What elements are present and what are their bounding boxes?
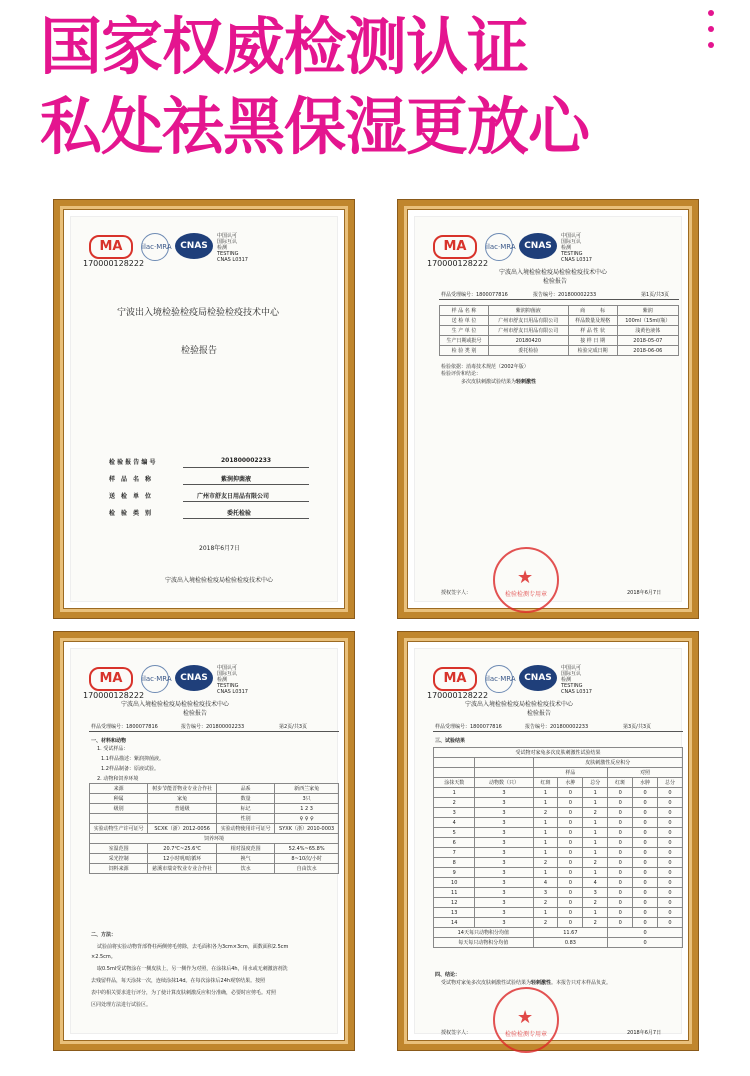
certificate-page-2-frame bbox=[54, 632, 354, 1050]
cert-logos bbox=[425, 231, 665, 268]
certificate-cover bbox=[70, 216, 338, 602]
sample-ref: 样品受理编号：1800077816 bbox=[441, 292, 508, 298]
method-text: 试验前将实验动物背部脊柱两侧剪毛剪除，去毛面积各为3cm×3cm，面数面积2.5cm bbox=[97, 944, 289, 950]
ilac-mra-logo-icon: ilac·MRA bbox=[141, 233, 169, 261]
cnas-logo-icon: CNAS bbox=[519, 233, 557, 259]
ilac-mra-logo-icon: ilac·MRA bbox=[485, 233, 513, 261]
cnas-text: 中国认可 国际互认 检测 TESTING CNAS L0317 bbox=[561, 665, 592, 695]
org-name: 宁波出入境检验检疫局检验检疫技术中心 bbox=[465, 701, 574, 708]
sample-ref: 样品受理编号：1800077816 bbox=[91, 724, 158, 730]
headline-line-2: 私处祛黑保湿更放心 bbox=[40, 90, 590, 163]
table-row: 12 3 2 0 2 0 0 0 bbox=[434, 898, 683, 908]
section-title: 二、方法： bbox=[91, 932, 117, 938]
certificate-page-3 bbox=[414, 648, 682, 1038]
cma-logo-icon: MA bbox=[89, 667, 133, 691]
cnas-text: 中国认可 国际互认 检测 TESTING CNAS L0317 bbox=[217, 665, 248, 695]
list-item: 1. 受试样品： bbox=[97, 746, 129, 752]
field-label: 检 验 报 告 编 号 bbox=[109, 459, 156, 466]
table-row: 7 3 1 0 1 0 0 0 bbox=[434, 848, 683, 858]
field-value: 广州市舒友日用品有限公司 bbox=[197, 493, 270, 500]
method-text: 表中的相关要求进行评分，为了使计算皮肤刺激反应积分准确，必要时应剪毛。对照 bbox=[91, 990, 277, 996]
table-row: 8 3 2 0 2 0 0 0 bbox=[434, 858, 683, 868]
table-row: 10 3 4 0 4 0 0 0 bbox=[434, 878, 683, 888]
official-stamp-icon: ★ 检验检测专用章 bbox=[493, 547, 559, 613]
cert-logos bbox=[81, 663, 321, 700]
approver-label: 授权签字人： bbox=[441, 1030, 472, 1036]
cma-number: 170000128222 bbox=[83, 691, 145, 700]
animal-info-table: 来源 树步节能晋物业专业合作社 品系 新西兰家兔 种属 家兔 数量 3只 级别 普通级 标记 1 2 3 性别 ♀ ♀ ♀ 实验动物生产许可证号 SCXK（浙）2012-0056 实验动物使用许可证号 SYXK（浙）2010-0003 饲养环境 室温范围 20.7℃~25.6℃ 相对湿度范围 52.4%~65.8% 采光控制 12小时明/暗循环 换气 8~10次/小时 饲料来源 慈溪市瑞奇牧业专业合作社 饮水 自由饮水 bbox=[89, 783, 339, 874]
list-item: 2. 动物和饲养环境 bbox=[97, 776, 139, 782]
method-text: 区同处理方法进行试验区。 bbox=[91, 1002, 152, 1008]
cnas-text: 中国认可 国际互认 检测 TESTING CNAS L0317 bbox=[561, 233, 592, 263]
cma-number: 170000128222 bbox=[427, 691, 489, 700]
list-item: 1.1样品描述：紫润抑菌液。 bbox=[101, 756, 164, 762]
report-number: 报告编号：201800002233 bbox=[181, 724, 245, 730]
report-number: 报告编号：201800002233 bbox=[533, 292, 597, 298]
certificate-page-1 bbox=[414, 216, 682, 602]
table-row: 3 3 2 0 2 0 0 0 bbox=[434, 808, 683, 818]
more-options-icon[interactable] bbox=[708, 10, 716, 58]
certificate-cover-frame bbox=[54, 200, 354, 618]
table-row: 4 3 1 0 1 0 0 0 bbox=[434, 818, 683, 828]
certificate-page-3-frame bbox=[398, 632, 698, 1050]
cnas-logo-icon: CNAS bbox=[175, 665, 213, 691]
page-number: 第2页/共3页 bbox=[279, 724, 308, 730]
table-row: 9 3 1 0 1 0 0 0 bbox=[434, 868, 683, 878]
cma-logo-icon: MA bbox=[89, 235, 133, 259]
field-value: 201800002233 bbox=[221, 457, 272, 464]
results-table: 受试物对家兔多次皮肤刺激性试验结果 皮肤刺激性反应积分 样品 对照 涂抹天数 动物数（只） 红斑 水肿 总分 红斑 水肿 总分 1 3 1 0 1 0 0 0 2 3 1 0 1 0 0 0 3 3 2 0 2 0 0 0 4 3 1 0 1 0 0 0 5 3 1 0 1 0 0 0 6 3 1 0 1 0 0 0 7 3 1 0 1 0 0 0 8 3 2 0 2 0 0 0 9 3 1 0 1 0 0 0 10 3 4 0 4 0 0 0 11 3 3 0 3 0 0 0 12 3 2 0 2 0 0 0 13 3 1 0 1 0 0 0 14 3 2 0 2 0 0 0 14天每只动物积分均值 11.67 0 每天每只动物积分均值 0.83 0 bbox=[433, 747, 683, 948]
cert-logos bbox=[425, 663, 665, 700]
cma-number: 170000128222 bbox=[427, 259, 489, 268]
ilac-mra-logo-icon: ilac·MRA bbox=[141, 665, 169, 693]
report-title: 检验报告 bbox=[527, 710, 552, 717]
page-number: 第3页/共3页 bbox=[623, 724, 652, 730]
conclusion-text: 受试物对家兔多次皮肤刺激性试验结果为轻刺激性。本报告只对本样品负责。 bbox=[441, 980, 612, 986]
report-number: 报告编号：201800002233 bbox=[525, 724, 589, 730]
org-name: 宁波出入境检验检疫局检验检疫技术中心 bbox=[499, 269, 608, 276]
page-number: 第1页/共3页 bbox=[641, 292, 670, 298]
report-date: 2018年6月7日 bbox=[627, 590, 662, 596]
field-label: 检 验 类 别 bbox=[109, 510, 152, 517]
report-title: 检验报告 bbox=[181, 346, 218, 356]
cma-logo-icon: MA bbox=[433, 667, 477, 691]
method-text: 去残留样品，每天涂抹一次，连续涂抹14d。在每次涂抹后24h观察结果。按照 bbox=[91, 978, 266, 984]
sample-info-table: 样 品 名 称 紫润抑菌液 商 标 紫润 送 检 单 位 广州市舒友日用品有限公司 样品数量及规格 100ml（15ml/瓶） 生 产 单 位 广州市舒友日用品有限公司 样 品 性 状 浅黄色液体 生产日期或批号 20180420 接 样 日 期 2018-05-07 检 验 类 别 委托检验 检验完成日期 2018-06-06 bbox=[439, 305, 679, 356]
report-date: 2018年6月7日 bbox=[199, 545, 240, 552]
report-title: 检验报告 bbox=[543, 278, 568, 285]
field-label: 送 检 单 位 bbox=[109, 493, 152, 500]
section-title: 一、材料和动物 bbox=[91, 738, 127, 744]
ilac-mra-logo-icon: ilac·MRA bbox=[485, 665, 513, 693]
cnas-text: 中国认可 国际互认 检测 TESTING CNAS L0317 bbox=[217, 233, 248, 263]
sample-ref: 样品受理编号：1800077816 bbox=[435, 724, 502, 730]
org-name: 宁波出入境检验检疫局检验检疫技术中心 bbox=[117, 308, 280, 318]
conclusion-title: 检验评价和结论： bbox=[441, 371, 482, 377]
table-row: 2 3 1 0 1 0 0 0 bbox=[434, 798, 683, 808]
field-value: 委托检验 bbox=[227, 510, 252, 517]
table-row: 5 3 1 0 1 0 0 0 bbox=[434, 828, 683, 838]
table-row: 13 3 1 0 1 0 0 0 bbox=[434, 908, 683, 918]
cma-logo-icon: MA bbox=[433, 235, 477, 259]
section-title: 三、试验结果 bbox=[435, 738, 466, 744]
official-stamp-icon: ★ 检验检测专用章 bbox=[493, 987, 559, 1053]
conclusion-text: 多次皮肤刺激试验结果为轻刺激性 bbox=[461, 379, 537, 385]
field-label: 样 品 名 称 bbox=[109, 476, 152, 483]
table-row: 1 3 1 0 1 0 0 0 bbox=[434, 788, 683, 798]
table-row: 6 3 1 0 1 0 0 0 bbox=[434, 838, 683, 848]
approver-label: 授权签字人： bbox=[441, 590, 472, 596]
method-text: ×2.5cm。 bbox=[91, 954, 116, 960]
basis-text: 检验依据：消毒技术规范（2002年版） bbox=[441, 364, 529, 370]
conclusion-title: 四、结论： bbox=[435, 972, 461, 978]
cnas-logo-icon: CNAS bbox=[519, 665, 557, 691]
cma-number: 170000128222 bbox=[83, 259, 145, 268]
cnas-logo-icon: CNAS bbox=[175, 233, 213, 259]
certificate-page-2 bbox=[70, 648, 338, 1034]
report-title: 检验报告 bbox=[183, 710, 208, 717]
method-text: 取0.5ml受试物涂在一侧皮肤上，另一侧作为对照，在涂抹后4h，用水或无刺激溶剂洗 bbox=[97, 966, 288, 972]
field-value: 紫润抑菌液 bbox=[221, 476, 252, 483]
report-date: 2018年6月7日 bbox=[627, 1030, 662, 1036]
list-item: 1.2样品制备：原液试验。 bbox=[101, 766, 159, 772]
headline-line-1: 国家权威检测认证 bbox=[40, 10, 529, 83]
table-row: 11 3 3 0 3 0 0 0 bbox=[434, 888, 683, 898]
table-row: 14 3 2 0 2 0 0 0 bbox=[434, 918, 683, 928]
certificate-page-1-frame bbox=[398, 200, 698, 618]
org-name: 宁波出入境检验检疫局检验检疫技术中心 bbox=[121, 701, 230, 708]
footer-org: 宁波出入境检验检疫局检验检疫技术中心 bbox=[165, 577, 274, 584]
cert-logos bbox=[81, 231, 321, 268]
